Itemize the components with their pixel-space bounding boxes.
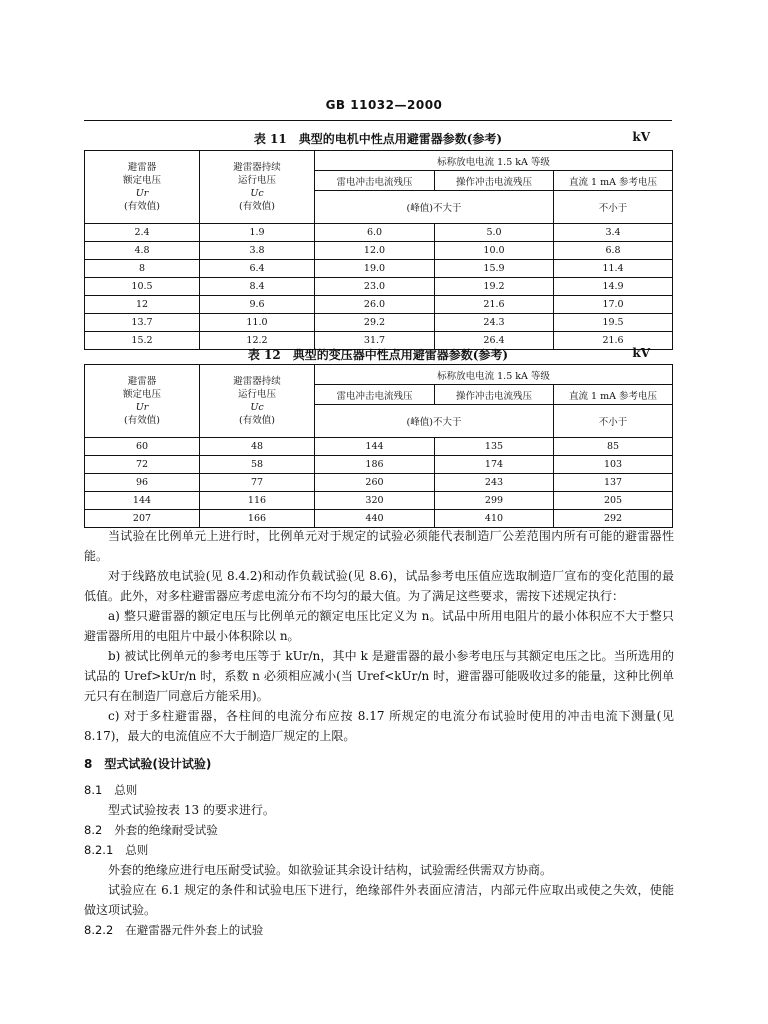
table-11-caption-row <box>84 130 672 148</box>
paragraph: 外套的绝缘应进行电压耐受试验。如欲验证其余设计结构，试验需经供需双方协商。 <box>108 863 553 877</box>
peak-note: (峰值)不大于 <box>315 191 554 224</box>
group-header: 标称放电电流 1.5 kA 等级 <box>315 151 673 171</box>
header-rule <box>84 120 672 121</box>
table-12-unit: kV <box>632 346 650 360</box>
table-row: 207 166 440 410 292 <box>85 510 673 528</box>
sub-header-lightning: 雷电冲击电流残压 <box>315 171 435 191</box>
table-row: 72 58 186 174 103 <box>85 456 673 474</box>
list-item-a: a) 整只避雷器的额定电压与比例单元的额定电压比定义为 n。试品中所用电阻片的最小体积应不大于整只避雷器所用的电阻片中最小体积除以 n。 <box>84 609 674 643</box>
table-row: 12 9.6 26.0 21.6 17.0 <box>85 296 673 314</box>
table-11-caption: 表 11 典型的电机中性点用避雷器参数(参考) <box>253 132 503 146</box>
table-row: 60 48 144 135 85 <box>85 438 673 456</box>
table-row: 144 116 320 299 205 <box>85 492 673 510</box>
sub-header-lightning: 雷电冲击电流残压 <box>315 385 435 405</box>
table-row: 15.2 12.2 31.7 26.4 21.6 <box>85 332 673 350</box>
paragraph: 当试验在比例单元上进行时，比例单元对于规定的试验必须能代表制造厂公差范围内所有可能的避雷器性能。 <box>84 529 674 563</box>
peak-note: (峰值)不大于 <box>315 405 554 438</box>
table-row: 96 77 260 243 137 <box>85 474 673 492</box>
section-8-2-1-heading: 8.2.1 总则 <box>84 843 149 857</box>
min-note: 不小于 <box>554 191 673 224</box>
body-text <box>84 526 674 940</box>
list-item-c: c) 对于多柱避雷器，各柱间的电流分布应按 8.17 所规定的电流分布试验时使用的冲击电流下测量(见 8.17)，最大的电流值应不大于制造厂规定的上限。 <box>84 709 674 743</box>
paragraph: 型式试验按表 13 的要求进行。 <box>108 803 275 817</box>
table-row: 2.4 1.9 6.0 5.0 3.4 <box>85 224 673 242</box>
col-continuous-voltage-header: 避雷器持续 运行电压 Uc (有效值) <box>200 151 315 224</box>
table-12 <box>84 364 673 528</box>
standard-number: GB 11032—2000 <box>325 98 443 112</box>
sub-header-switching: 操作冲击电流残压 <box>435 171 554 191</box>
section-8-2-heading: 8.2 外套的绝缘耐受试验 <box>84 823 218 837</box>
table-12-caption-row <box>84 346 672 364</box>
col-rated-voltage-header: 避雷器 额定电压 Ur (有效值) <box>85 151 200 224</box>
paragraph: 对于线路放电试验(见 8.4.2)和动作负载试验(见 8.6)，试品参考电压值应选取制造厂宣布的变化范围的最低值。此外，对多柱避雷器应考虑电流分布不均匀的最大值。为了满足这些要求，需按下述规定执行： <box>84 569 674 603</box>
sub-header-dc-reference: 直流 1 mA 参考电压 <box>554 171 673 191</box>
table-row: 10.5 8.4 23.0 19.2 14.9 <box>85 278 673 296</box>
table-12-caption: 表 12 典型的变压器中性点用避雷器参数(参考) <box>247 348 509 362</box>
section-8-heading: 8 型式试验(设计试验) <box>84 757 212 771</box>
sub-header-switching: 操作冲击电流残压 <box>435 385 554 405</box>
group-header: 标称放电电流 1.5 kA 等级 <box>315 365 673 385</box>
col-continuous-voltage-header: 避雷器持续 运行电压 Uc (有效值) <box>200 365 315 438</box>
min-note: 不小于 <box>554 405 673 438</box>
col-rated-voltage-header: 避雷器 额定电压 Ur (有效值) <box>85 365 200 438</box>
table-11 <box>84 150 673 350</box>
table-row: 4.8 3.8 12.0 10.0 6.8 <box>85 242 673 260</box>
section-8-2-2-heading: 8.2.2 在避雷器元件外套上的试验 <box>84 923 264 937</box>
sub-header-dc-reference: 直流 1 mA 参考电压 <box>554 385 673 405</box>
table-row: 8 6.4 19.0 15.9 11.4 <box>85 260 673 278</box>
table-11-unit: kV <box>632 130 650 144</box>
section-8-1-heading: 8.1 总则 <box>84 783 138 797</box>
list-item-b: b) 被试比例单元的参考电压等于 kUr/n，其中 k 是避雷器的最小参考电压与其额定电压之比。当所选用的试品的 Uref>kUr/n 时，系数 n 必须相应减小(当 Uref<kUr/n 时，避雷器可能吸收过多的能量，这种比例单元只有在制造厂同意后方能采用)。 <box>84 649 674 703</box>
table-row: 13.7 11.0 29.2 24.3 19.5 <box>85 314 673 332</box>
paragraph: 试验应在 6.1 规定的条件和试验电压下进行，绝缘部件外表面应清洁，内部元件应取出或使之失效，使能做这项试验。 <box>84 883 674 917</box>
